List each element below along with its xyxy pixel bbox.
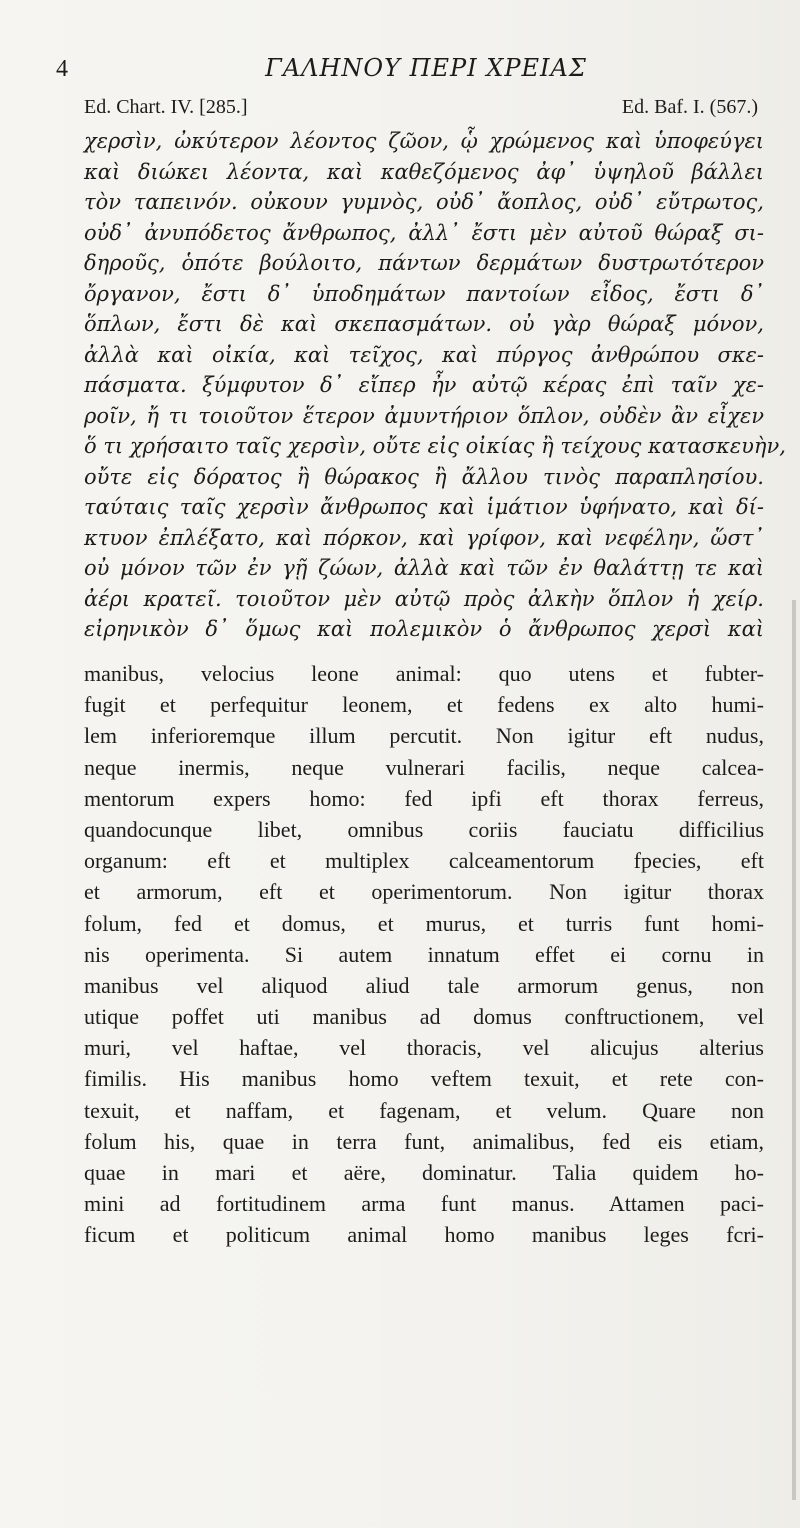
latin-line: lem inferioremque illum percutit. Non igitur eft nudus, — [84, 723, 764, 749]
greek-line: χερσὶν, ὠκύτερον λέοντος ζῶον, ᾧ χρώμενος καὶ ὑποφεύγει — [84, 129, 764, 153]
greek-line: ἀέρι κρατεῖ. τοιοῦτον μὲν αὐτῷ πρὸς ἀλκὴν ὅπλον ἡ χείρ. — [84, 586, 764, 611]
latin-line: mentorum expers homo: fed ipfi eft thorax ferreus, — [84, 785, 764, 811]
greek-line: ὄργανον, ἔστι δ᾽ ὑποδημάτων παντοίων εἶδος, ἔστι δ᾽ — [84, 281, 764, 306]
greek-line: ὅ τι χρήσαιτο ταῖς χερσὶν, οὔτε εἰς οἰκίας ἢ τείχους κατασκευὴν, — [84, 434, 786, 458]
latin-line: fimilis. His manibus homo veftem texuit, et rete con- — [84, 1066, 764, 1092]
page-edge-shadow — [792, 600, 796, 1500]
latin-line: nis operimenta. Si autem innatum effet ei cornu in — [84, 941, 764, 967]
greek-line: ἀλλὰ καὶ οἰκία, καὶ τεῖχος, καὶ πύργος ἀνθρώπου σκε- — [84, 342, 764, 367]
latin-text-block — [84, 658, 764, 1251]
edition-references — [84, 96, 758, 126]
greek-line: ροῖν, ἤ τι τοιοῦτον ἕτερον ἀμυντήριον ὅπλον, οὐδὲν ἂν εἶχεν — [84, 403, 764, 428]
latin-line: manibus vel aliquod aliud tale armorum genus, non — [84, 972, 764, 998]
greek-line: ὅπλων, ἔστι δὲ καὶ σκεπασμάτων. οὐ γὰρ θώραξ μόνον, — [84, 312, 764, 336]
greek-line: κτυον ἐπλέξατο, καὶ πόρκον, καὶ γρίφον, καὶ νεφέλην, ὥστ᾽ — [84, 525, 764, 550]
latin-line: quae in mari et aëre, dominatur. Talia quidem ho- — [84, 1160, 764, 1185]
edition-reference-chartier: Ed. Chart. IV. [285.] — [84, 96, 248, 118]
greek-line: καὶ διώκει λέοντα, καὶ καθεζόμενος ἀφ᾽ ὑψηλοῦ βάλλει — [84, 159, 764, 184]
latin-line: neque inermis, neque vulnerari facilis, neque calcea- — [84, 754, 764, 780]
latin-line: quandocunque libet, omnibus coriis fauciatu difficilius — [84, 816, 764, 842]
latin-line: organum: eft et multiplex calceamentorum fpecies, eft — [84, 848, 764, 874]
edition-reference-basel: Ed. Baf. I. (567.) — [621, 96, 758, 118]
latin-line: muri, vel haftae, vel thoracis, vel alicujus alterius — [84, 1035, 764, 1061]
greek-line: ταύταις ταῖς χερσὶν ἄνθρωπος καὶ ἱμάτιον ὑφήνατο, καὶ δί- — [84, 495, 764, 519]
greek-line: πάσματα. ξύμφυτον δ᾽ εἴπερ ἦν αὐτῷ κέρας ἐπὶ ταῖν χε- — [84, 373, 764, 397]
greek-line: τὸν ταπεινόν. οὐκουν γυμνὸς, οὐδ᾽ ἄοπλος, οὐδ᾽ εὔτρωτος, — [84, 190, 764, 214]
running-title: ΓΑΛΗΝΟΥ ΠΕΡΙ ΧΡΕΙΑΣ — [265, 54, 587, 82]
greek-line: δηροῦς, ὁπότε βούλοιτο, πάντων δερμάτων δυστρωτότερον — [84, 251, 764, 275]
latin-line: manibus, velocius leone animal: quo utens et fubter- — [84, 661, 764, 686]
latin-line: et armorum, eft et operimentorum. Non igitur thorax — [84, 879, 764, 905]
greek-line: οὐδ᾽ ἀνυπόδετος ἄνθρωπος, ἀλλ᾽ ἔστι μὲν αὐτοῦ θώραξ σι- — [84, 220, 764, 245]
latin-line: texuit, et naffam, et fagenam, et velum. Quare non — [84, 1097, 764, 1123]
latin-line: mini ad fortitudinem arma funt manus. Attamen paci- — [84, 1191, 764, 1217]
page-header — [56, 52, 756, 86]
greek-line: οὔτε εἰς δόρατος ἢ θώρακος ἢ ἄλλου τινὸς παραπλησίου. — [84, 464, 764, 489]
latin-line: utique poffet uti manibus ad domus conftructionem, vel — [84, 1004, 764, 1030]
latin-line: folum his, quae in terra funt, animalibus, fed eis etiam, — [84, 1128, 764, 1154]
greek-line: εἰρηνικὸν δ᾽ ὅμως καὶ πολεμικὸν ὁ ἄνθρωπος χερσὶ καὶ — [84, 617, 764, 641]
latin-line: ficum et politicum animal homo manibus leges fcri- — [84, 1222, 764, 1248]
greek-text-block — [84, 126, 786, 645]
latin-line: fugit et perfequitur leonem, et fedens ex alto humi- — [84, 692, 764, 718]
greek-line: οὐ μόνον τῶν ἐν γῇ ζώων, ἀλλὰ καὶ τῶν ἐν θαλάττῃ τε καὶ — [84, 556, 764, 580]
latin-line: folum, fed et domus, et murus, et turris funt homi- — [84, 910, 764, 936]
page-number: 4 — [56, 56, 68, 82]
